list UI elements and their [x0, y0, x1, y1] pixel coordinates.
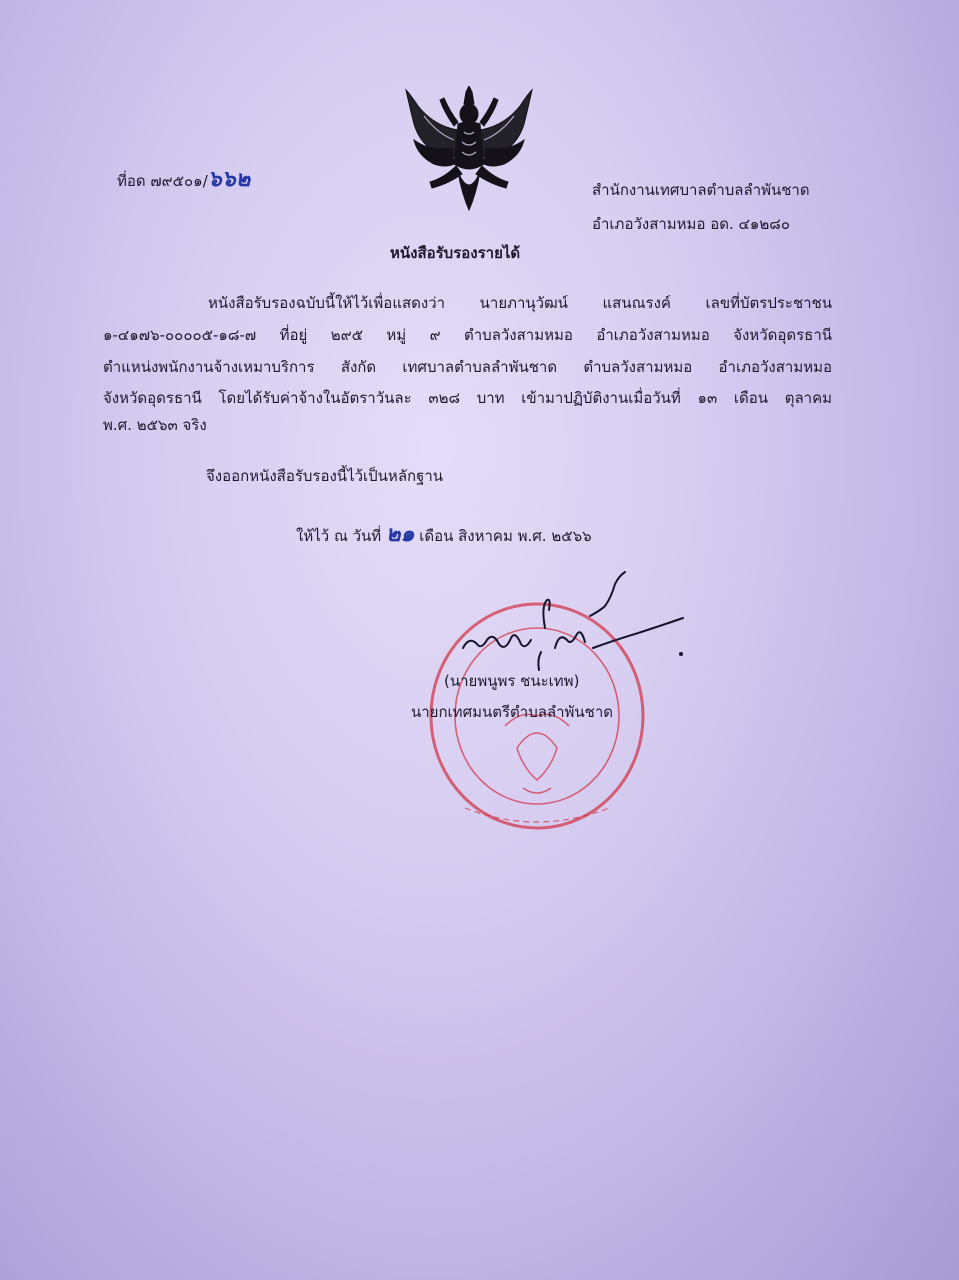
issue-date — [296, 522, 592, 547]
date-prefix: ให้ไว้ ณ วันที่ — [296, 527, 382, 545]
reference-number — [117, 167, 251, 192]
office-address: อำเภอวังสามหมอ อด. ๔๑๒๘๐ — [592, 215, 790, 233]
body-line-1: หนังสือรับรองฉบับนี้ให้ไว้เพื่อแสดงว่า นายภานุวัฒน์ แสนณรงค์ เลขที่บัตรประชาชน — [208, 294, 832, 312]
signatory-position: นายกเทศมนตรีตำบลลำพันชาด — [411, 703, 614, 721]
closing-statement: จึงออกหนังสือรับรองนี้ไว้เป็นหลักฐาน — [206, 467, 444, 485]
reference-prefix: ที่อด ๗๙๕๐๑/ — [117, 172, 208, 190]
body-line-5: พ.ศ. ๒๕๖๓ จริง — [103, 416, 207, 434]
date-day-handwritten: ๒๑ — [385, 522, 415, 547]
date-suffix: เดือน สิงหาคม พ.ศ. ๒๕๖๖ — [419, 527, 592, 545]
body-line-2: ๑-๔๑๗๖-๐๐๐๐๕-๑๘-๗ ที่อยู่ ๒๙๕ หมู่ ๙ ตำบลวังสามหมอ อำเภอวังสามหมอ จังหวัดอุดรธานี — [103, 326, 832, 344]
handwritten-signature-icon — [455, 570, 690, 680]
document-title: หนังสือรับรองรายได้ — [390, 244, 521, 262]
signatory-name: (นายพนูพร ชนะเทพ) — [444, 672, 580, 690]
garuda-emblem-icon — [404, 86, 534, 214]
body-line-4: จังหวัดอุดรธานี โดยได้รับค่าจ้างในอัตราวันละ ๓๒๘ บาท เข้ามาปฏิบัติงานเมื่อวันที่ ๑๓ เดือน ตุลาคม — [103, 389, 832, 407]
office-name: สำนักงานเทศบาลตำบลลำพันชาด — [592, 181, 810, 199]
body-line-3: ตำแหน่งพนักงานจ้างเหมาบริการ สังกัด เทศบาลตำบลลำพันชาด ตำบลวังสามหมอ อำเภอวังสามหมอ — [103, 358, 832, 376]
reference-handwritten: ๖๖๒ — [207, 167, 251, 192]
